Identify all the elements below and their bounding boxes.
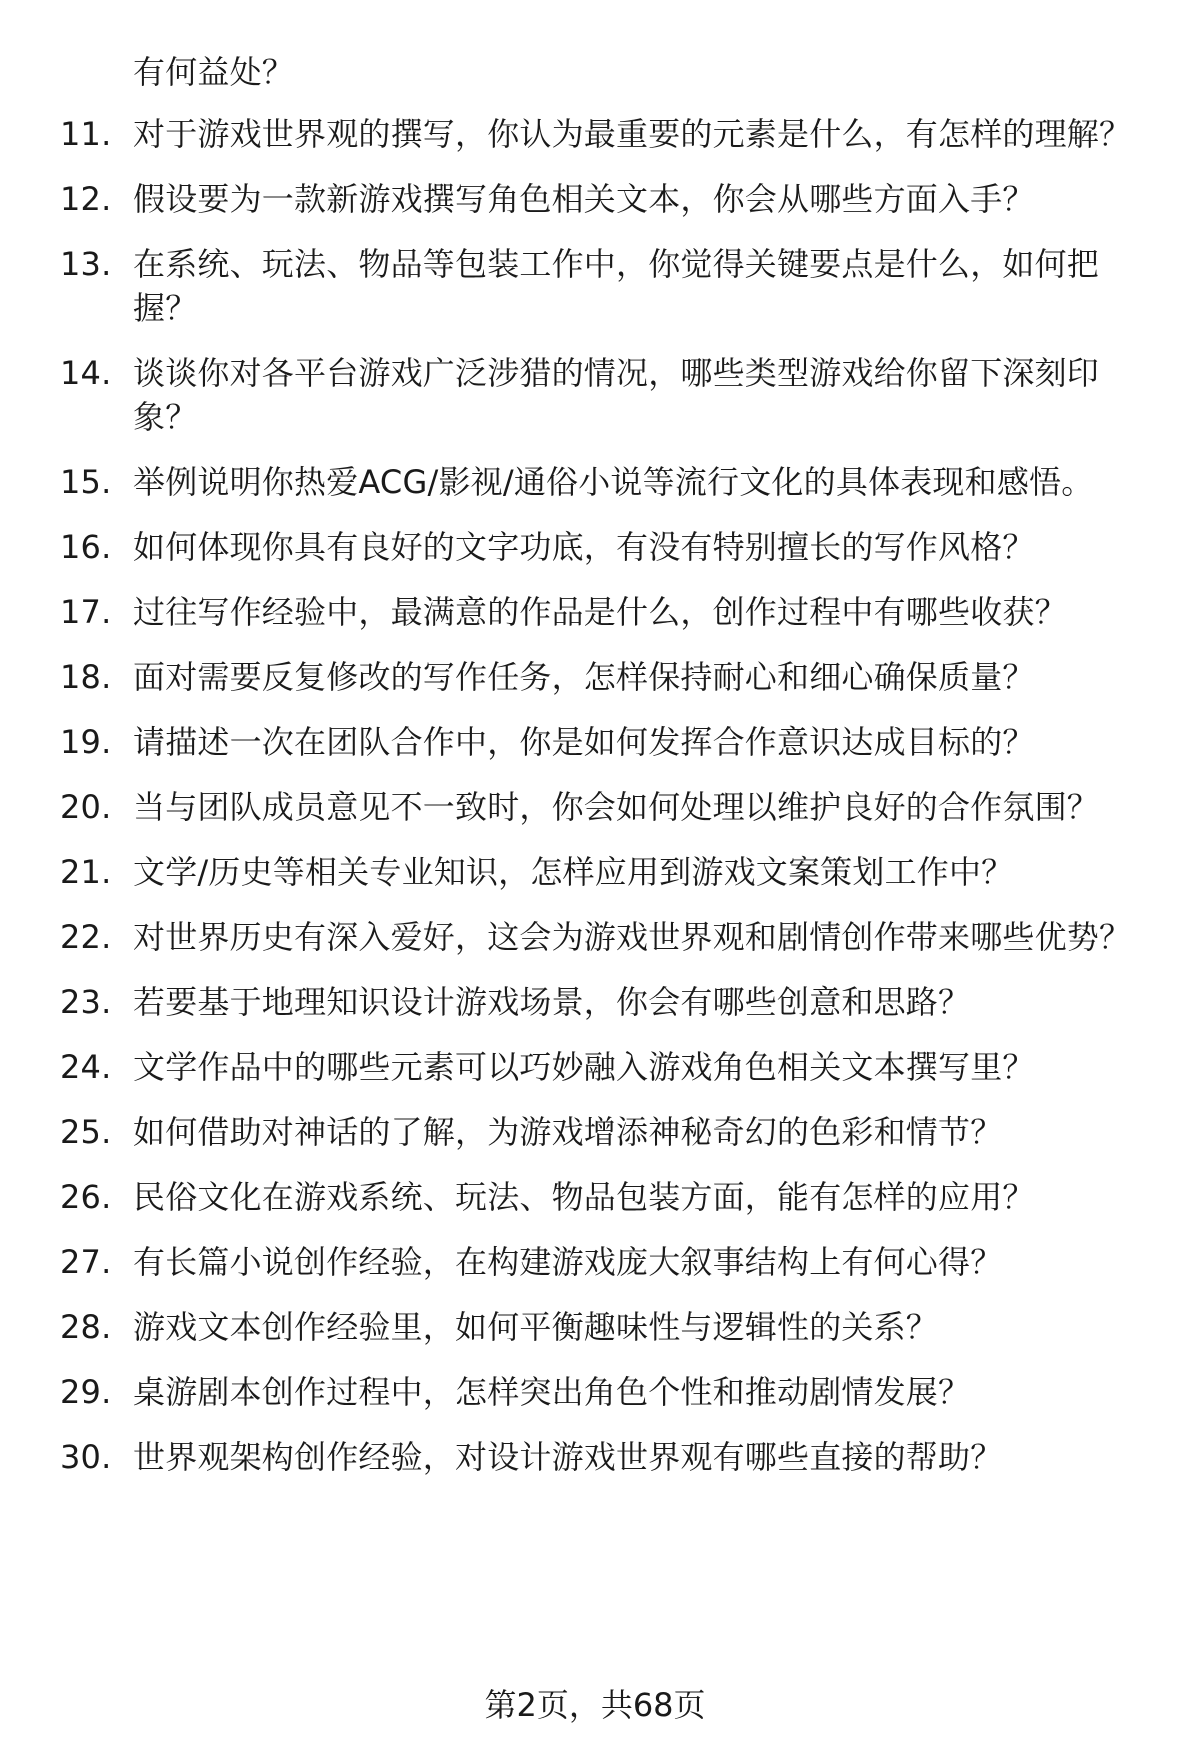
question-number: 13. (60, 245, 112, 283)
question-text: 有何益处？ (133, 53, 295, 91)
question-number: 20. (60, 788, 112, 826)
question-text: 文学作品中的哪些元素可以巧妙融入游戏角色相关文本撰写里？ (133, 1048, 1035, 1086)
list-item (60, 980, 1140, 1024)
question-number: 23. (60, 983, 112, 1021)
list-item (60, 1045, 1140, 1089)
question-text: 对于游戏世界观的撰写，你认为最重要的元素是什么，有怎样的理解？ (133, 115, 1132, 153)
question-text: 若要基于地理知识设计游戏场景，你会有哪些创意和思路？ (133, 983, 971, 1021)
question-text: 游戏文本创作经验里，如何平衡趣味性与逻辑性的关系？ (133, 1308, 939, 1346)
question-text: 民俗文化在游戏系统、玩法、物品包装方面，能有怎样的应用？ (133, 1178, 1035, 1216)
question-text: 当与团队成员意见不一致时，你会如何处理以维护良好的合作氛围？ (133, 788, 1100, 826)
list-item-continuation (60, 50, 1140, 94)
list-item (60, 1175, 1140, 1219)
question-text: 在系统、玩法、物品等包装工作中，你觉得关键要点是什么，如何把握？ (133, 245, 1100, 327)
page-footer: 第2页，共68页 (484, 1686, 706, 1724)
question-text: 谈谈你对各平台游戏广泛涉猎的情况，哪些类型游戏给你留下深刻印象？ (133, 354, 1100, 436)
question-text: 过往写作经验中，最满意的作品是什么，创作过程中有哪些收获？ (133, 593, 1067, 631)
list-item (60, 177, 1140, 221)
question-number: 12. (60, 180, 112, 218)
question-number: 26. (60, 1178, 112, 1216)
list-item (60, 112, 1140, 156)
question-text: 桌游剧本创作过程中，怎样突出角色个性和推动剧情发展？ (133, 1373, 971, 1411)
question-number: 30. (60, 1438, 112, 1476)
question-number: 29. (60, 1373, 112, 1411)
question-text: 如何体现你具有良好的文字功底，有没有特别擅长的写作风格？ (133, 528, 1035, 566)
question-number: 15. (60, 463, 112, 501)
question-text: 对世界历史有深入爱好，这会为游戏世界观和剧情创作带来哪些优势？ (133, 918, 1132, 956)
list-item (60, 1305, 1140, 1349)
list-item (60, 850, 1140, 894)
question-number: 22. (60, 918, 112, 956)
question-text: 举例说明你热爱ACG/影视/通俗小说等流行文化的具体表现和感悟。 (133, 463, 1094, 501)
question-text: 世界观架构创作经验，对设计游戏世界观有哪些直接的帮助？ (133, 1438, 1003, 1476)
question-text: 面对需要反复修改的写作任务，怎样保持耐心和细心确保质量？ (133, 658, 1035, 696)
question-text: 如何借助对神话的了解，为游戏增添神秘奇幻的色彩和情节？ (133, 1113, 1003, 1151)
list-item (60, 460, 1140, 504)
list-item (60, 720, 1140, 764)
question-number: 24. (60, 1048, 112, 1086)
list-item (60, 915, 1140, 959)
question-number: 27. (60, 1243, 112, 1281)
question-number: 14. (60, 354, 112, 392)
question-text: 文学/历史等相关专业知识，怎样应用到游戏文案策划工作中？ (133, 853, 1014, 891)
question-number: 16. (60, 528, 112, 566)
list-item (60, 590, 1140, 634)
question-list (60, 50, 1140, 1500)
question-number: 25. (60, 1113, 112, 1151)
list-item (60, 655, 1140, 699)
list-item (60, 242, 1140, 330)
question-text: 假设要为一款新游戏撰写角色相关文本，你会从哪些方面入手？ (133, 180, 1035, 218)
question-text: 有长篇小说创作经验，在构建游戏庞大叙事结构上有何心得？ (133, 1243, 1003, 1281)
question-number: 18. (60, 658, 112, 696)
question-number: 17. (60, 593, 112, 631)
list-item (60, 525, 1140, 569)
question-number: 28. (60, 1308, 112, 1346)
question-number: 11. (60, 115, 112, 153)
list-item (60, 1435, 1140, 1479)
list-item (60, 1110, 1140, 1154)
list-item (60, 785, 1140, 829)
question-number: 19. (60, 723, 112, 761)
list-item (60, 1370, 1140, 1414)
list-item (60, 351, 1140, 439)
list-item (60, 1240, 1140, 1284)
question-text: 请描述一次在团队合作中，你是如何发挥合作意识达成目标的？ (133, 723, 1035, 761)
question-number: 21. (60, 853, 112, 891)
